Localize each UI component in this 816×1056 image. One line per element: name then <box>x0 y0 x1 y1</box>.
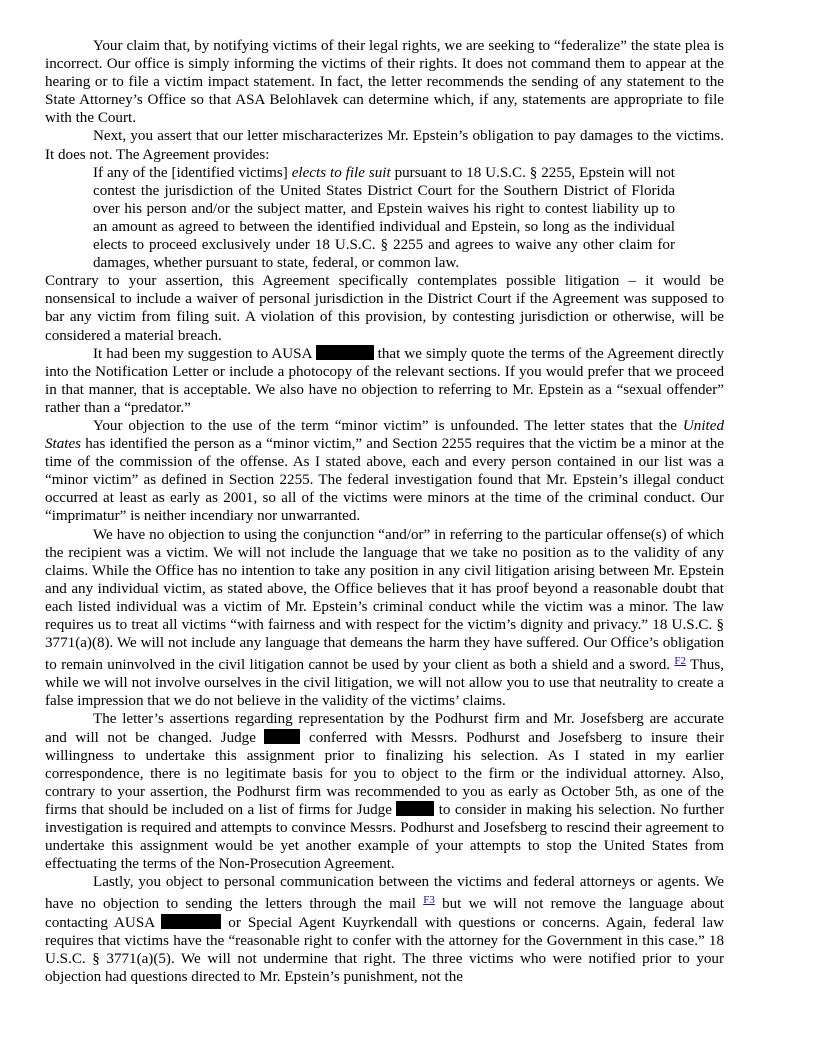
p7-text-c: to consider in making his selection. No further investigation is required and attempts to convince Messrs. Podhurst and Josefsberg to rescind their agreement to undertake this assignment would be yet another example of your attempts to stop the United States from effectuating the terms of the Non-Prosecution Agreement. <box>45 801 725 873</box>
quote-text-a: If any of the [identified victims] <box>93 164 292 181</box>
paragraph-contrary: Contrary to your assertion, this Agreement specifically contemplates possible litigation – it would be nonsensical to include a waiver of personal jurisdiction in the District Court if the Agreement was supposed to bar any victim from filing suit. A violation of this provision, by contesting jurisdiction or otherwise, will be considered a material breach. <box>45 273 724 344</box>
p5-text-b: has identified the person as a “minor victim,” and Section 2255 requires that the victim be a minor at the time of the commission of the offense. As I stated above, each and every person contained in our list was a “minor victim” as defined in Section 2255. The federal investigation found that Mr. Epstein’s illegal conduct occurred at least as early as 2001, so all of the victims were minors at the time of the criminal conduct. Our “imprimatur” is neither incendiary nor unwarranted. <box>45 436 724 525</box>
p5-emphasis: United States <box>45 417 724 453</box>
footnote-link-f2[interactable]: F2 <box>674 655 686 668</box>
paragraph-and-or <box>45 526 724 711</box>
p8-text-a: Lastly, you object to personal communication between the victims and federal attorneys or agents. We have no objection to sending the letters through the mail <box>45 874 724 913</box>
paragraph-federalize: Your claim that, by notifying victims of their legal rights, we are seeking to “federalize” the state plea is incorrect. Our office is simply informing the victims of their rights. It does not command them to appear at the hearing or to file a victim impact statement. In fact, the letter recommends the sending of any statement to the State Attorney’s Office so that ASA Belohlavek can determine which, if any, statements are appropriate to file with the Court. <box>45 38 724 127</box>
p8-text-c: or Special Agent Kuyrkendall with questions or concerns. Again, federal law requires that victims have the “reasonable right to confer with the attorney for the Government in this case.” 18 U.S.C. § 3771(a)(5). We will not undermine that right. The three victims who were notified prior to your objection had questions directed to Mr. Epstein’s punishment, not the <box>45 914 724 985</box>
letter-body <box>45 37 724 986</box>
paragraph-minor-victim <box>45 417 724 526</box>
p4-text-b: that we simply quote the terms of the Agreement directly into the Notification Letter or include a photocopy of the relevant sections. If you would prefer that we proceed in that manner, that is acceptable. We also have no objection to referring to Mr. Epstein as a “sexual offender” rather than a “predator.” <box>45 345 724 416</box>
quote-text-b: pursuant to 18 U.S.C. § 2255, Epstein will not contest the jurisdiction of the United States District Court for the Southern District of Florida over his person and/or the subject matter, and Epstein waives his right to contest liability up to an amount as agreed to between the identified individual and Epstein, so long as the individual elects to proceed exclusively under 18 U.S.C. § 2255 and agrees to waive any other claim for damages, whether pursuant to state, federal, or common law. <box>93 164 675 272</box>
paragraph-damages: Next, you assert that our letter mischaracterizes Mr. Epstein’s obligation to pay damages to the victims. It does not. The Agreement provides: <box>45 128 724 163</box>
p6-text-a: We have no objection to using the conjunction “and/or” in referring to the particular offense(s) of which the recipient was a victim. We will not include the language that we take no position as to the validity of any claims. While the Office has no intention to take any position in any civil litigation arising between Mr. Epstein and any individual victim, as stated above, the Office believes that it has proof beyond a reasonable doubt that each listed individual was a victim of Mr. Epstein’s criminal conduct while the victim was a minor. The law requires us to treat all victims “with fairness and with respect for the victim’s dignity and privacy.” 18 U.S.C. § 3771(a)(8). We will not include any language that demeans the harm they have suffered. Our Office’s obligation to remain uninvolved in the civil litigation cannot be used by your client as both a shield and a sword. <box>45 526 724 674</box>
p8-text-b: but we will not remove the language about contacting AUSA <box>45 896 724 931</box>
redaction-box <box>264 729 300 744</box>
quote-emphasis: elects to file suit <box>291 164 391 181</box>
p7-text-a: The letter’s assertions regarding representation by the Podhurst firm and Mr. Josefsberg are accurate and will not be changed. Judge <box>45 711 724 746</box>
agreement-quote <box>93 164 675 273</box>
redaction-box <box>396 801 434 816</box>
paragraph-podhurst <box>45 710 724 873</box>
p7-text-b: conferred with Messrs. Podhurst and Josefsberg to insure their willingness to undertake this assignment prior to finalizing his selection. As I stated in my earlier correspondence, there is no legitimate basis for you to object to the firm or the individual attorney. Also, contrary to your assertion, the Podhurst firm was recommended to you as early as October 5th, as one of the firms that should be included on a list of firms for Judge <box>45 729 724 818</box>
paragraph-lastly <box>45 873 724 986</box>
p5-text-a: Your objection to the use of the term “minor victim” is unfounded. The letter states that the <box>93 417 683 434</box>
footnote-link-f3[interactable]: F3 <box>423 894 435 907</box>
redaction-box <box>161 914 221 929</box>
p6-text-b: Thus, while we will not involve ourselves in the civil litigation, we will not allow you to use that neutrality to create a false impression that we do not believe in the validity of the victims’ claims. <box>45 657 724 710</box>
paragraph-suggestion <box>45 345 724 417</box>
redaction-box <box>316 345 374 360</box>
p4-text-a: It had been my suggestion to AUSA <box>93 345 316 362</box>
